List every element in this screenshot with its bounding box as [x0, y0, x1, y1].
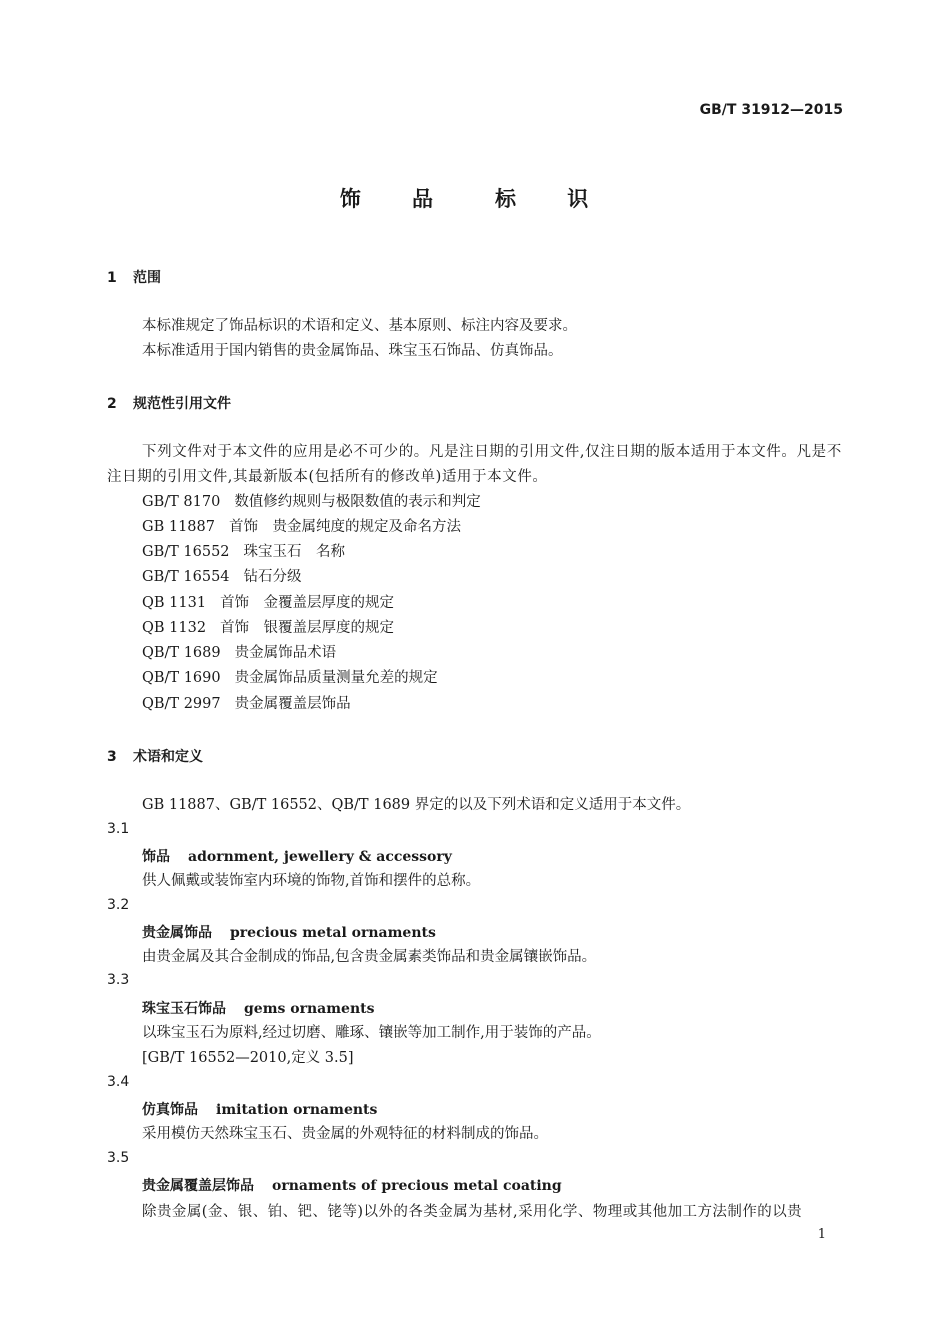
section-number: 2 — [107, 396, 117, 412]
term-number: 3.2 — [107, 897, 130, 913]
reference-item — [142, 643, 336, 663]
term-number: 3.5 — [107, 1150, 130, 1166]
term-heading — [142, 1099, 377, 1119]
reference-code: QB/T 1690 — [142, 670, 221, 686]
term-definition: 由贵金属及其合金制成的饰品,包含贵金属素类饰品和贵金属镶嵌饰品。 — [142, 949, 597, 965]
section-heading-scope — [107, 267, 161, 287]
normative-intro-paragraph: 下列文件对于本文件的应用是必不可少的。凡是注日期的引用文件,仅注日期的版本适用于本文件。凡是不注日期的引用文件,其最新版本(包括所有的修改单)适用于本文件。 — [107, 444, 842, 485]
reference-title: 钻石分级 — [243, 569, 302, 585]
term-zh: 饰品 — [142, 849, 170, 865]
section-heading-normative-references — [107, 393, 231, 413]
reference-code: GB 11887 — [142, 519, 215, 535]
reference-item — [142, 618, 394, 638]
reference-item — [142, 668, 438, 688]
reference-title: 贵金属覆盖层饰品 — [234, 696, 351, 712]
section-title: 范围 — [133, 270, 161, 286]
term-en: precious metal ornaments — [230, 925, 436, 941]
reference-item — [142, 567, 302, 587]
term-definition: 以珠宝玉石为原料,经过切磨、雕琢、镶嵌等加工制作,用于装饰的产品。 — [142, 1025, 601, 1041]
section-number: 1 — [107, 270, 117, 286]
term-en: gems ornaments — [244, 1001, 375, 1017]
section-title: 术语和定义 — [133, 749, 203, 765]
term-zh: 珠宝玉石饰品 — [142, 1001, 226, 1017]
term-number: 3.3 — [107, 972, 130, 988]
term-zh: 贵金属覆盖层饰品 — [142, 1178, 254, 1194]
term-definition: 除贵金属(金、银、铂、钯、铑等)以外的各类金属为基材,采用化学、物理或其他加工方法制作的以贵 — [142, 1204, 803, 1220]
term-en: adornment, jewellery & accessory — [188, 849, 452, 865]
scope-paragraph-1: 本标准规定了饰品标识的术语和定义、基本原则、标注内容及要求。 — [142, 318, 577, 334]
term-heading — [142, 846, 452, 866]
reference-title: 首饰 银覆盖层厚度的规定 — [220, 620, 395, 636]
title-part-2: 标 识 — [495, 187, 611, 211]
title-part-1: 饰 品 — [339, 187, 455, 211]
reference-title: 珠宝玉石 名称 — [243, 544, 346, 560]
term-definition: 供人佩戴或装饰室内环境的饰物,首饰和摆件的总称。 — [142, 873, 481, 889]
reference-item — [142, 492, 481, 512]
term-en: ornaments of precious metal coating — [272, 1178, 562, 1194]
reference-code: GB/T 16554 — [142, 569, 230, 585]
term-zh: 仿真饰品 — [142, 1102, 198, 1118]
term-zh: 贵金属饰品 — [142, 925, 212, 941]
reference-item — [142, 593, 394, 613]
term-heading — [142, 1175, 562, 1195]
reference-title: 贵金属饰品术语 — [234, 645, 337, 661]
reference-code: QB 1132 — [142, 620, 207, 636]
reference-code: QB/T 2997 — [142, 696, 221, 712]
standard-code: GB/T 31912—2015 — [699, 102, 843, 118]
scope-paragraph-2: 本标准适用于国内销售的贵金属饰品、珠宝玉石饰品、仿真饰品。 — [142, 343, 563, 359]
page-number: 1 — [817, 1227, 826, 1242]
term-number: 3.4 — [107, 1074, 130, 1090]
reference-title: 首饰 贵金属纯度的规定及命名方法 — [228, 519, 461, 535]
reference-title: 数值修约规则与极限数值的表示和判定 — [234, 494, 481, 510]
reference-title: 首饰 金覆盖层厚度的规定 — [220, 595, 395, 611]
reference-item — [142, 517, 461, 537]
reference-item — [142, 542, 345, 562]
reference-code: GB/T 8170 — [142, 494, 221, 510]
section-title: 规范性引用文件 — [133, 396, 231, 412]
reference-item — [142, 694, 351, 714]
term-number: 3.1 — [107, 821, 130, 837]
term-source: [GB/T 16552—2010,定义 3.5] — [142, 1050, 354, 1066]
term-en: imitation ornaments — [216, 1102, 378, 1118]
reference-code: GB/T 16552 — [142, 544, 230, 560]
terms-intro-paragraph: GB 11887、GB/T 16552、QB/T 1689 界定的以及下列术语和定义适用于本文件。 — [142, 797, 691, 813]
section-heading-terms-and-definitions — [107, 746, 203, 766]
section-number: 3 — [107, 749, 117, 765]
term-heading — [142, 998, 374, 1018]
reference-title: 贵金属饰品质量测量允差的规定 — [234, 670, 438, 686]
document-title — [0, 183, 950, 213]
reference-code: QB 1131 — [142, 595, 207, 611]
term-heading — [142, 922, 436, 942]
reference-code: QB/T 1689 — [142, 645, 221, 661]
term-definition: 采用模仿天然珠宝玉石、贵金属的外观特征的材料制成的饰品。 — [142, 1126, 548, 1142]
